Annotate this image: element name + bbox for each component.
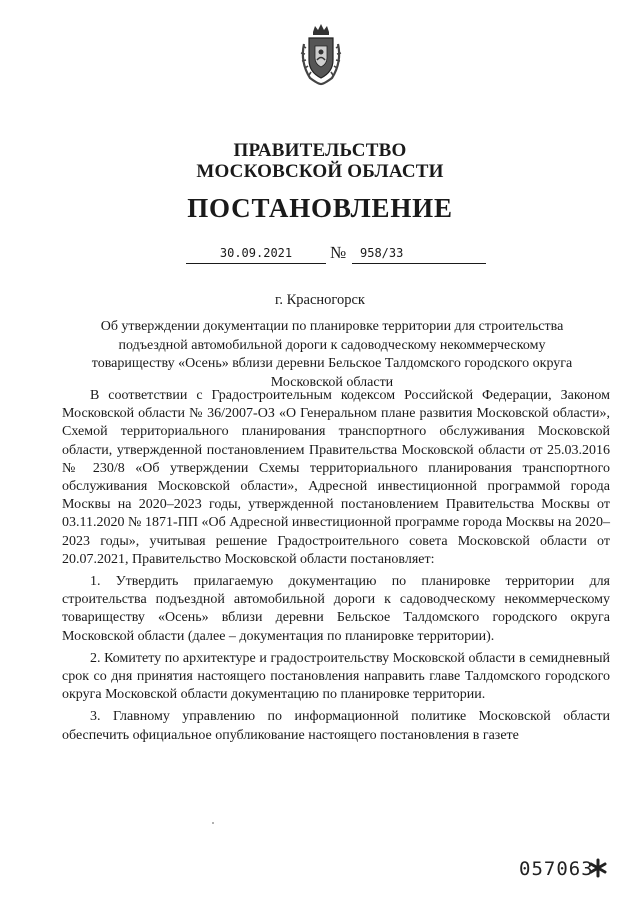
scan-dot [212,822,214,824]
document-number: 958/33 [360,246,404,260]
preamble-paragraph: В соответствии с Градостроительным кодексом Российской Федерации, Законом Московской области № 36/2007-ОЗ «О Генеральном плане развития Московской области», Схемой территориального планирования транспортного обслуживания Московской области, утвержденной постановлением Правительства Московской области от 25.03.2016 № 230/8 «Об утверждении Схемы территориального планирования транспортного обслуживания Московской области», Адресной инвестиционной программой города Москвы на 2020–2023 годы, утвержденной постановлением Правительства Москвы от 03.11.2020 № 1871-ПП «Об Адресной инвестиционной программе города Москвы на 2020–2023 годы», учитывая решение Градостроительного совета Московской области от 20.07.2021, Правительство Московской области постановляет: [62,388,610,567]
coat-of-arms-icon [298,22,344,86]
document-type-title: ПОСТАНОВЛЕНИЕ [187,193,453,223]
registration-number: 057063 [519,858,594,880]
number-sign: № [330,243,347,262]
city-line: г. Красногорск [275,292,365,308]
asterisk-star-icon [588,858,608,878]
document-number-field [352,246,486,264]
government-title-line2: МОСКОВСКОЙ ОБЛАСТИ [196,161,444,182]
document-subject: Об утверждении документации по планировке территории для строительства подъездной автомобильной дороги к садоводческому некоммерческому товариществу «Осень» вблизи деревни Бельское Талдомского городского округа Московской области [91,319,573,390]
item-3-paragraph: 3. Главному управлению по информационной политике Московской области обеспечить официальное опубликование настоящего постановления в газете [62,709,610,743]
date-number-line [186,243,486,266]
item-1-paragraph: 1. Утвердить прилагаемую документацию по планировке территории для строительства подъездной автомобильной дороги к садоводческому некоммерческому товариществу «Осень» вблизи деревни Бельское Талдомского городского округа Московской области (далее – документация по планировке территории). [62,574,610,644]
document-date: 30.09.2021 [186,246,326,264]
document-body [62,387,610,749]
item-2-paragraph: 2. Комитету по архитектуре и градостроительству Московской области в семидневный срок со дня принятия настоящего постановления направить главе Талдомского городского округа Московской области документацию по планировке территории. [62,650,610,703]
government-title-line1: ПРАВИТЕЛЬСТВО [233,140,407,161]
